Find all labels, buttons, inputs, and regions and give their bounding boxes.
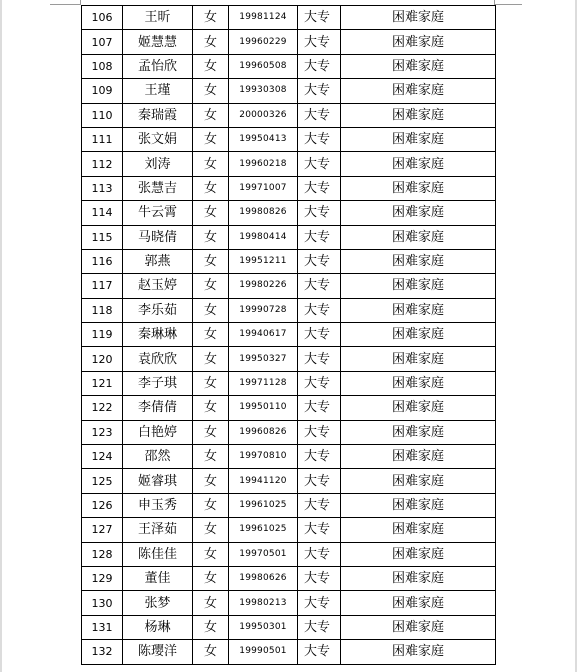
cell-birth-date: 19960826	[229, 420, 298, 444]
table-row	[82, 323, 496, 347]
cell-category: 困难家庭	[341, 323, 496, 347]
cell-category: 困难家庭	[341, 542, 496, 566]
cell-education: 大专	[298, 445, 341, 469]
cell-gender: 女	[193, 103, 229, 127]
cell-birth-date: 19980213	[229, 591, 298, 615]
cell-number: 131	[82, 615, 123, 639]
cell-category: 困难家庭	[341, 591, 496, 615]
cell-gender: 女	[193, 396, 229, 420]
cell-education: 大专	[298, 30, 341, 54]
table-row	[82, 249, 496, 273]
cell-gender: 女	[193, 79, 229, 103]
cell-category: 困难家庭	[341, 615, 496, 639]
cell-name: 陈佳佳	[123, 542, 193, 566]
cell-gender: 女	[193, 347, 229, 371]
page-left-edge	[0, 0, 2, 672]
table-row	[82, 591, 496, 615]
table-row	[82, 30, 496, 54]
table-row	[82, 176, 496, 200]
cell-category: 困难家庭	[341, 249, 496, 273]
cell-category: 困难家庭	[341, 6, 496, 30]
cell-education: 大专	[298, 640, 341, 664]
cell-category: 困难家庭	[341, 176, 496, 200]
cell-number: 127	[82, 518, 123, 542]
cell-birth-date: 19961025	[229, 493, 298, 517]
cell-category: 困难家庭	[341, 30, 496, 54]
cell-number: 126	[82, 493, 123, 517]
cell-birth-date: 19960508	[229, 54, 298, 78]
cell-gender: 女	[193, 249, 229, 273]
cell-birth-date: 19980826	[229, 201, 298, 225]
cell-number: 118	[82, 298, 123, 322]
cell-category: 困难家庭	[341, 396, 496, 420]
cell-birth-date: 19951211	[229, 249, 298, 273]
cell-gender: 女	[193, 615, 229, 639]
cell-name: 王泽茹	[123, 518, 193, 542]
table-row	[82, 396, 496, 420]
cell-gender: 女	[193, 518, 229, 542]
cell-number: 113	[82, 176, 123, 200]
cell-education: 大专	[298, 591, 341, 615]
cell-birth-date: 19961025	[229, 518, 298, 542]
cell-category: 困难家庭	[341, 445, 496, 469]
cell-education: 大专	[298, 298, 341, 322]
cell-birth-date: 19990728	[229, 298, 298, 322]
cell-gender: 女	[193, 54, 229, 78]
cell-birth-date: 20000326	[229, 103, 298, 127]
cell-number: 112	[82, 152, 123, 176]
table-row	[82, 493, 496, 517]
cell-birth-date: 19930308	[229, 79, 298, 103]
table-row	[82, 225, 496, 249]
table-row	[82, 274, 496, 298]
table-row	[82, 518, 496, 542]
cell-birth-date: 19960229	[229, 30, 298, 54]
cell-birth-date: 19980414	[229, 225, 298, 249]
cell-name: 张文娟	[123, 127, 193, 151]
cell-number: 121	[82, 371, 123, 395]
cell-education: 大专	[298, 323, 341, 347]
cell-number: 108	[82, 54, 123, 78]
cell-number: 110	[82, 103, 123, 127]
cell-education: 大专	[298, 274, 341, 298]
cell-number: 115	[82, 225, 123, 249]
cell-number: 130	[82, 591, 123, 615]
cell-education: 大专	[298, 420, 341, 444]
cell-gender: 女	[193, 201, 229, 225]
cell-name: 李乐茹	[123, 298, 193, 322]
cell-gender: 女	[193, 6, 229, 30]
cell-gender: 女	[193, 566, 229, 590]
cell-number: 119	[82, 323, 123, 347]
cell-number: 122	[82, 396, 123, 420]
table-row	[82, 152, 496, 176]
cell-name: 王瑾	[123, 79, 193, 103]
cell-name: 牛云霄	[123, 201, 193, 225]
cell-number: 132	[82, 640, 123, 664]
cell-number: 111	[82, 127, 123, 151]
cell-name: 刘涛	[123, 152, 193, 176]
cell-name: 王昕	[123, 6, 193, 30]
cell-gender: 女	[193, 30, 229, 54]
table-row	[82, 54, 496, 78]
table-row	[82, 420, 496, 444]
cell-education: 大专	[298, 249, 341, 273]
cell-category: 困难家庭	[341, 225, 496, 249]
cell-name: 邵然	[123, 445, 193, 469]
table-row	[82, 298, 496, 322]
cell-birth-date: 19970810	[229, 445, 298, 469]
cell-birth-date: 19950327	[229, 347, 298, 371]
cell-education: 大专	[298, 518, 341, 542]
cell-number: 123	[82, 420, 123, 444]
cell-gender: 女	[193, 469, 229, 493]
cell-gender: 女	[193, 493, 229, 517]
cell-education: 大专	[298, 469, 341, 493]
cell-birth-date: 19980226	[229, 274, 298, 298]
table-row	[82, 127, 496, 151]
cell-name: 袁欣欣	[123, 347, 193, 371]
cell-name: 秦琳琳	[123, 323, 193, 347]
cell-name: 申玉秀	[123, 493, 193, 517]
cell-education: 大专	[298, 152, 341, 176]
table-row	[82, 201, 496, 225]
table-row	[82, 615, 496, 639]
cell-category: 困难家庭	[341, 347, 496, 371]
cell-name: 赵玉婷	[123, 274, 193, 298]
cell-name: 孟怡欣	[123, 54, 193, 78]
cell-name: 陈璎洋	[123, 640, 193, 664]
cell-category: 困难家庭	[341, 493, 496, 517]
cell-education: 大专	[298, 396, 341, 420]
margin-corner-mark-left	[50, 0, 80, 5]
cell-category: 困难家庭	[341, 518, 496, 542]
cell-education: 大专	[298, 493, 341, 517]
cell-gender: 女	[193, 542, 229, 566]
cell-education: 大专	[298, 225, 341, 249]
cell-gender: 女	[193, 176, 229, 200]
cell-education: 大专	[298, 542, 341, 566]
cell-education: 大专	[298, 176, 341, 200]
cell-number: 124	[82, 445, 123, 469]
cell-education: 大专	[298, 103, 341, 127]
cell-gender: 女	[193, 127, 229, 151]
cell-education: 大专	[298, 6, 341, 30]
cell-number: 116	[82, 249, 123, 273]
cell-category: 困难家庭	[341, 201, 496, 225]
cell-gender: 女	[193, 225, 229, 249]
cell-name: 白艳婷	[123, 420, 193, 444]
cell-gender: 女	[193, 274, 229, 298]
cell-birth-date: 19950413	[229, 127, 298, 151]
cell-category: 困难家庭	[341, 420, 496, 444]
cell-number: 114	[82, 201, 123, 225]
table-row	[82, 566, 496, 590]
margin-corner-mark-right	[494, 0, 522, 5]
cell-birth-date: 19990501	[229, 640, 298, 664]
cell-category: 困难家庭	[341, 469, 496, 493]
cell-number: 117	[82, 274, 123, 298]
cell-birth-date: 19950301	[229, 615, 298, 639]
cell-category: 困难家庭	[341, 54, 496, 78]
table-row	[82, 542, 496, 566]
cell-gender: 女	[193, 323, 229, 347]
cell-education: 大专	[298, 201, 341, 225]
table-row	[82, 103, 496, 127]
cell-gender: 女	[193, 152, 229, 176]
table-row	[82, 445, 496, 469]
cell-name: 姬睿琪	[123, 469, 193, 493]
cell-name: 董佳	[123, 566, 193, 590]
cell-name: 秦瑞霞	[123, 103, 193, 127]
table-row	[82, 469, 496, 493]
cell-name: 李子琪	[123, 371, 193, 395]
cell-gender: 女	[193, 420, 229, 444]
cell-number: 129	[82, 566, 123, 590]
cell-category: 困难家庭	[341, 371, 496, 395]
cell-category: 困难家庭	[341, 640, 496, 664]
cell-category: 困难家庭	[341, 79, 496, 103]
cell-number: 125	[82, 469, 123, 493]
cell-category: 困难家庭	[341, 298, 496, 322]
table-row	[82, 6, 496, 30]
cell-birth-date: 19950110	[229, 396, 298, 420]
table-row	[82, 371, 496, 395]
table-row	[82, 347, 496, 371]
cell-education: 大专	[298, 54, 341, 78]
cell-gender: 女	[193, 640, 229, 664]
cell-name: 马晓倩	[123, 225, 193, 249]
cell-birth-date: 19980626	[229, 566, 298, 590]
roster-table-body	[82, 6, 496, 665]
cell-number: 120	[82, 347, 123, 371]
cell-birth-date: 19970501	[229, 542, 298, 566]
cell-name: 郭燕	[123, 249, 193, 273]
roster-table	[81, 5, 496, 665]
cell-number: 107	[82, 30, 123, 54]
cell-gender: 女	[193, 371, 229, 395]
cell-birth-date: 19971007	[229, 176, 298, 200]
cell-gender: 女	[193, 298, 229, 322]
cell-birth-date: 19940617	[229, 323, 298, 347]
cell-education: 大专	[298, 566, 341, 590]
cell-name: 姬慧慧	[123, 30, 193, 54]
cell-name: 张梦	[123, 591, 193, 615]
cell-name: 杨琳	[123, 615, 193, 639]
cell-gender: 女	[193, 445, 229, 469]
table-row	[82, 640, 496, 664]
cell-education: 大专	[298, 127, 341, 151]
cell-birth-date: 19960218	[229, 152, 298, 176]
cell-education: 大专	[298, 347, 341, 371]
cell-number: 128	[82, 542, 123, 566]
cell-birth-date: 19981124	[229, 6, 298, 30]
cell-education: 大专	[298, 615, 341, 639]
cell-education: 大专	[298, 79, 341, 103]
cell-category: 困难家庭	[341, 103, 496, 127]
cell-name: 李倩倩	[123, 396, 193, 420]
cell-category: 困难家庭	[341, 566, 496, 590]
cell-category: 困难家庭	[341, 274, 496, 298]
cell-education: 大专	[298, 371, 341, 395]
cell-number: 109	[82, 79, 123, 103]
cell-name: 张慧吉	[123, 176, 193, 200]
cell-category: 困难家庭	[341, 152, 496, 176]
cell-number: 106	[82, 6, 123, 30]
cell-birth-date: 19971128	[229, 371, 298, 395]
cell-gender: 女	[193, 591, 229, 615]
table-row	[82, 79, 496, 103]
cell-category: 困难家庭	[341, 127, 496, 151]
cell-birth-date: 19941120	[229, 469, 298, 493]
